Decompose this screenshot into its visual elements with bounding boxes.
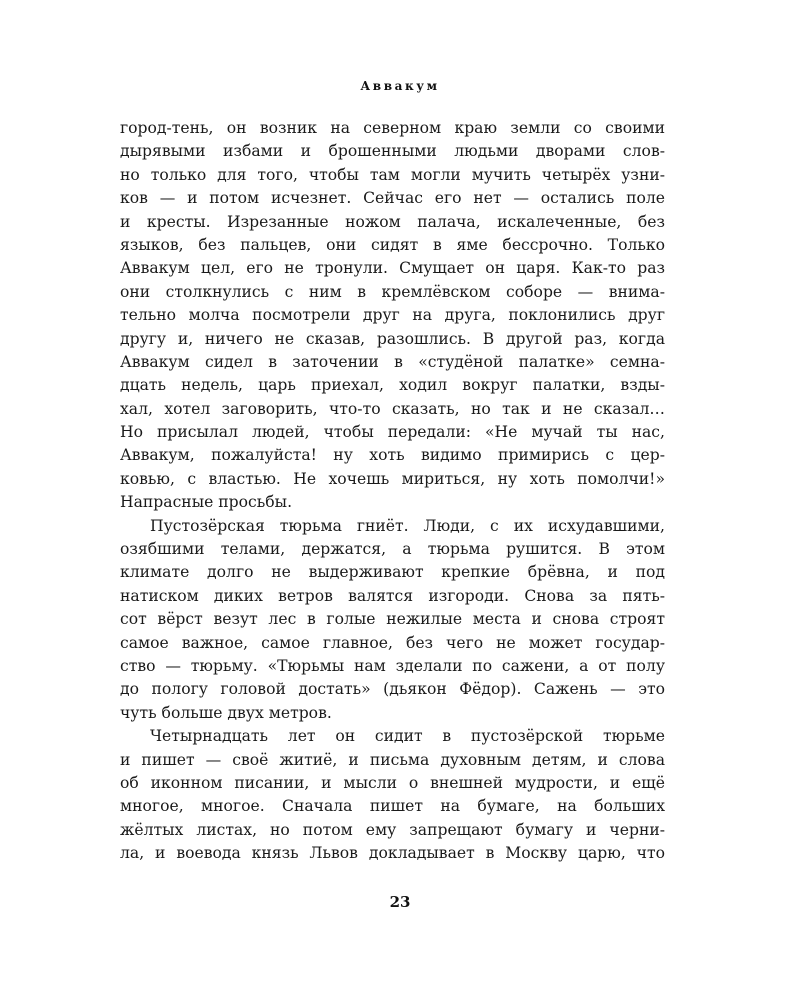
text-line: дцать недель, царь приехал, ходил вокруг палатки, взды- bbox=[120, 376, 665, 395]
text-line: языков, без пальцев, они сидят в яме бессрочно. Только bbox=[120, 235, 665, 254]
text-line: Но присылал людей, чтобы передали: «Не мучай ты нас, bbox=[120, 423, 665, 442]
text-line: Аввакум сидел в заточении в «студёной палатке» семна- bbox=[120, 352, 665, 371]
text-line: они столкнулись с ним в кремлёвском соборе — внима- bbox=[120, 282, 665, 301]
paragraph-3 bbox=[120, 725, 665, 865]
text-line: ковью, с властью. Не хочешь мириться, ну хоть помолчи!» bbox=[120, 469, 665, 488]
text-line: Аввакум цел, его не тронули. Смущает он царя. Как-то раз bbox=[120, 259, 665, 278]
page-number: 23 bbox=[389, 893, 411, 911]
text-line: и кресты. Изрезанные ножом палача, искалеченные, без bbox=[120, 212, 665, 231]
paragraph-2 bbox=[120, 515, 665, 726]
text-line: другу и, ничего не сказав, разошлись. В другой раз, когда bbox=[120, 329, 665, 348]
text-line: натиском диких ветров валятся изгороди. Снова за пять- bbox=[120, 586, 665, 605]
body-text bbox=[120, 117, 665, 866]
text-line: озябшими телами, держатся, а тюрьма рушится. В этом bbox=[120, 540, 665, 559]
text-line: дырявыми избами и брошенными людьми дворами слов- bbox=[120, 142, 665, 161]
text-line: хал, хотел заговорить, что-то сказать, но так и не сказал… bbox=[120, 399, 665, 418]
text-line: Аввакум, пожалуйста! ну хоть видимо примирись с цер- bbox=[120, 446, 665, 465]
text-line: тельно молча посмотрели друг на друга, поклонились друг bbox=[120, 306, 665, 325]
text-line: ство — тюрьму. «Тюрьмы нам зделали по сажени, а от полу bbox=[120, 656, 665, 675]
text-line: Четырнадцать лет он сидит в пустозёрской тюрьме bbox=[150, 727, 665, 746]
text-line: Напрасные просьбы. bbox=[120, 493, 293, 512]
text-line: чуть больше двух метров. bbox=[120, 703, 332, 722]
text-line: климате долго не выдерживают крепкие брёвна, и под bbox=[120, 563, 665, 582]
running-head: Аввакум bbox=[360, 79, 440, 93]
text-line: ков — и потом исчезнет. Сейчас его нет — остались поле bbox=[120, 189, 665, 208]
text-line: до пологу головой достать» (дьякон Фёдор). Сажень — это bbox=[120, 680, 665, 699]
text-line: об иконном писании, и мысли о внешней мудрости, и ещё bbox=[120, 773, 665, 792]
paragraph-1 bbox=[120, 117, 665, 515]
text-line: жёлтых листах, но потом ему запрещают бумагу и черни- bbox=[120, 820, 665, 839]
text-line: Пустозёрская тюрьма гниёт. Люди, с их исхудавшими, bbox=[150, 516, 665, 535]
text-line: сот вёрст везут лес в голые нежилые места и снова строят bbox=[120, 610, 665, 629]
text-line: ла, и воевода князь Львов докладывает в Москву царю, что bbox=[120, 844, 665, 863]
text-line: город-тень, он возник на северном краю земли со своими bbox=[120, 119, 665, 137]
text-line: многое, многое. Сначала пишет на бумаге, на больших bbox=[120, 797, 665, 816]
text-line: и пишет — своё житиё, и письма духовным детям, и слова bbox=[120, 750, 665, 769]
text-line: но только для того, чтобы там могли мучить четырёх узни- bbox=[120, 165, 665, 184]
text-line: самое важное, самое главное, без чего не может государ- bbox=[120, 633, 665, 652]
